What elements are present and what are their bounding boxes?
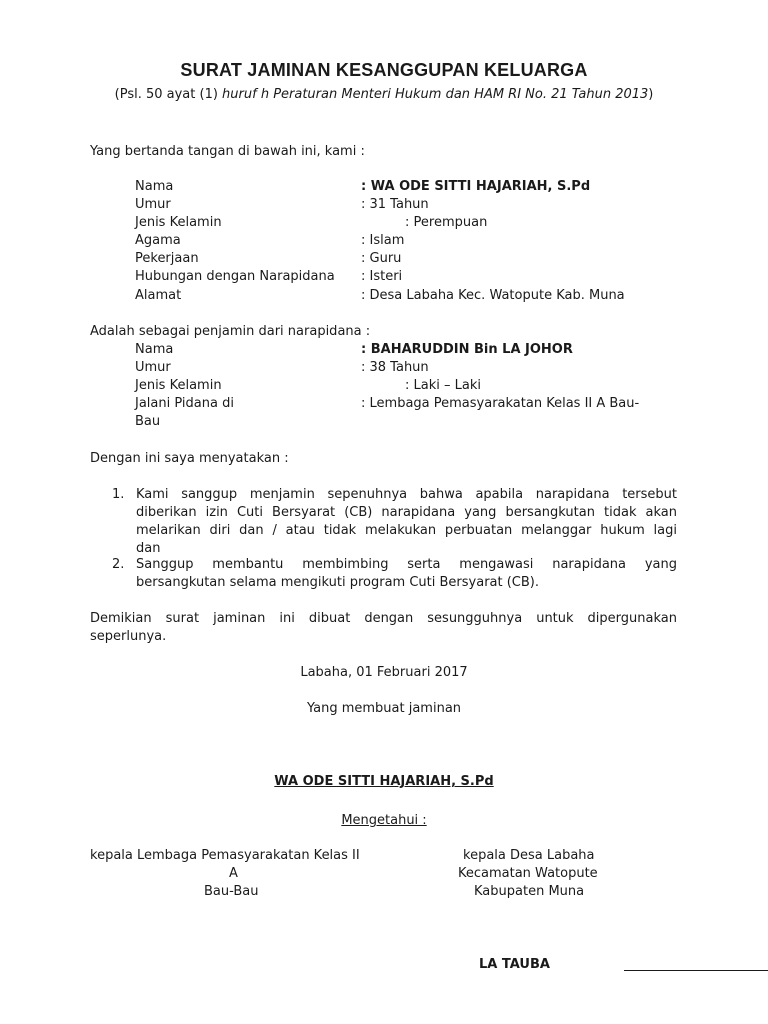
inmate-age-value: : 38 Tahun <box>361 360 429 375</box>
guarantor-age-label: Umur <box>135 197 171 212</box>
inmate-age-label: Umur <box>135 360 171 375</box>
guarantor-gender-label: Jenis Kelamin <box>135 215 222 230</box>
signature-line <box>624 970 768 971</box>
statement-2-line-2: bersangkutan selama mengikuti program Cuti Bersyarat (CB). <box>136 575 539 590</box>
guarantor-name-label: Nama <box>135 179 174 194</box>
statement-1-line-1: Kami sanggup menjamin sepenuhnya bahwa apabila narapidana tersebut <box>136 487 677 502</box>
guarantor-religion-label: Agama <box>135 233 181 248</box>
guarantor-address-value: : Desa Labaha Kec. Watopute Kab. Muna <box>361 288 625 303</box>
prison-head-line-3: Bau-Bau <box>204 884 259 899</box>
guarantor-relation-label: Hubungan dengan Narapidana <box>135 269 335 284</box>
statement-1-number: 1. <box>112 487 125 502</box>
prison-head-line-2: A <box>229 866 238 881</box>
inmate-prison-label: Jalani Pidana di <box>135 396 234 411</box>
letter-title: SURAT JAMINAN KESANGGUPAN KELUARGA <box>180 60 588 80</box>
inmate-prison-label-continued: Bau <box>135 414 161 429</box>
inmate-intro-text: Adalah sebagai penjamin dari narapidana : <box>90 324 371 339</box>
guarantor-address-label: Alamat <box>135 288 182 303</box>
signer-role: Yang membuat jaminan <box>306 701 462 716</box>
inmate-prison-value: : Lembaga Pemasyarakatan Kelas II A Bau- <box>361 396 640 411</box>
guarantor-job-label: Pekerjaan <box>135 251 199 266</box>
inmate-gender-value: : Laki – Laki <box>405 378 481 393</box>
guarantor-name-value: : WA ODE SITTI HAJARIAH, S.Pd <box>361 179 591 194</box>
village-head-name: LA TAUBA <box>479 957 550 972</box>
guarantor-religion-value: : Islam <box>361 233 405 248</box>
statement-intro-text: Dengan ini saya menyatakan : <box>90 451 289 466</box>
inmate-name-value: : BAHARUDDIN Bin LA JOHOR <box>361 342 573 357</box>
village-head-line-3: Kabupaten Muna <box>474 884 585 899</box>
closing-line-1: Demikian surat jaminan ini dibuat dengan sesungguhnya untuk dipergunakan <box>90 611 677 626</box>
statement-1-line-4: dan <box>136 541 161 556</box>
prison-head-line-1: kepala Lembaga Pemasyarakatan Kelas II <box>90 848 360 863</box>
statement-2-line-1: Sanggup membantu membimbing serta mengawasi narapidana yang <box>136 557 677 572</box>
closing-line-2: seperlunya. <box>90 629 167 644</box>
village-head-line-1: kepala Desa Labaha <box>463 848 595 863</box>
statement-1-line-2: diberikan izin Cuti Bersyarat (CB) narapidana yang bersangkutan tidak akan <box>136 505 677 520</box>
letter-subtitle: (Psl. 50 ayat (1) huruf h Peraturan Menteri Hukum dan HAM RI No. 21 Tahun 2013) <box>114 87 654 102</box>
inmate-name-label: Nama <box>135 342 174 357</box>
statement-2-number: 2. <box>112 557 125 572</box>
village-head-line-2: Kecamatan Watopute <box>458 866 598 881</box>
acknowledged-heading: Mengetahui : <box>341 813 427 828</box>
intro-text: Yang bertanda tangan di bawah ini, kami : <box>90 144 365 159</box>
inmate-gender-label: Jenis Kelamin <box>135 378 222 393</box>
signer-name: WA ODE SITTI HAJARIAH, S.Pd <box>274 774 494 789</box>
statement-1-line-3: melarikan diri dan / atau tidak melakukan perbuatan melanggar hukum lagi <box>136 523 677 538</box>
guarantor-age-value: : 31 Tahun <box>361 197 429 212</box>
guarantor-job-value: : Guru <box>361 251 402 266</box>
guarantor-gender-value: : Perempuan <box>405 215 488 230</box>
place-date: Labaha, 01 Februari 2017 <box>300 665 468 680</box>
guarantor-relation-value: : Isteri <box>361 269 403 284</box>
